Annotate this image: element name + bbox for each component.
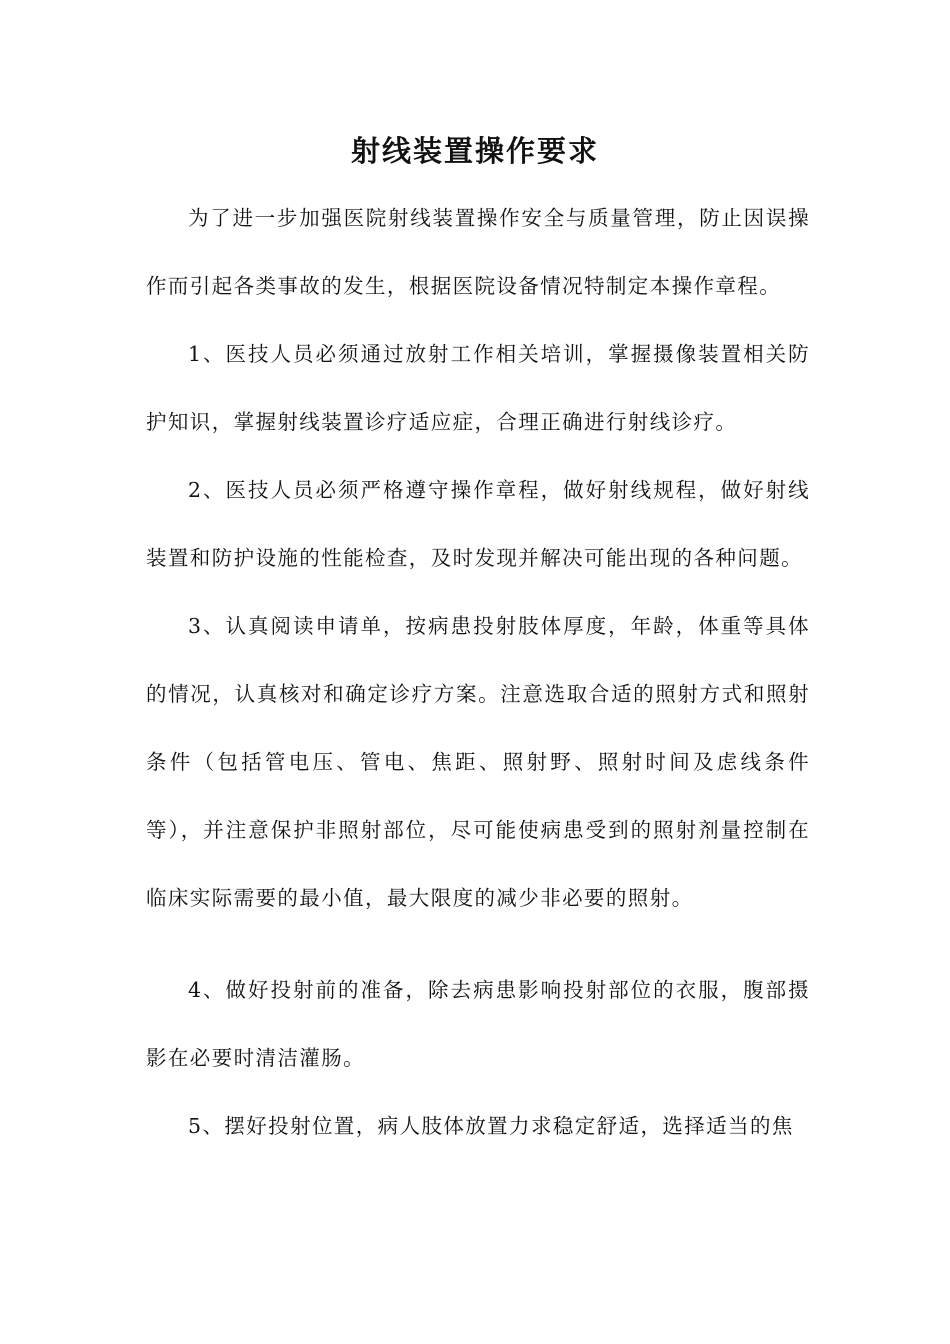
document-title: 射线装置操作要求 xyxy=(350,134,599,168)
paragraph-intro: 为了进一步加强医院射线装置操作安全与质量管理，防止因误操作而引起各类事故的发生，根据医院设备情况特制定本操作章程。 xyxy=(146,206,810,298)
paragraph-item-2: 2、医技人员必须严格遵守操作章程，做好射线规程，做好射线装置和防护设施的性能检查，及时发现并解决可能出现的各种问题。 xyxy=(146,478,810,570)
paragraph-item-3: 3、认真阅读申请单，按病患投射肢体厚度，年龄，体重等具体的情况，认真核对和确定诊疗方案。注意选取合适的照射方式和照射条件（包括管电压、管电、焦距、照射野、照射时间及虑线条件等），并注意保护非照射部位，尽可能使病患受到的照射剂量控制在临床实际需要的最小值，最大限度的减少非必要的照射。 xyxy=(146,614,810,910)
paragraph-item-5: 5、摆好投射位置，病人肢体放置力求稳定舒适，选择适当的焦 xyxy=(188,1114,794,1138)
paragraph-item-4: 4、做好投射前的准备，除去病患影响投射部位的衣服，腹部摄影在必要时清洁灌肠。 xyxy=(146,978,810,1070)
paragraph-item-1: 1、医技人员必须通过放射工作相关培训，掌握摄像装置相关防护知识，掌握射线装置诊疗适应症，合理正确进行射线诊疗。 xyxy=(146,342,810,434)
